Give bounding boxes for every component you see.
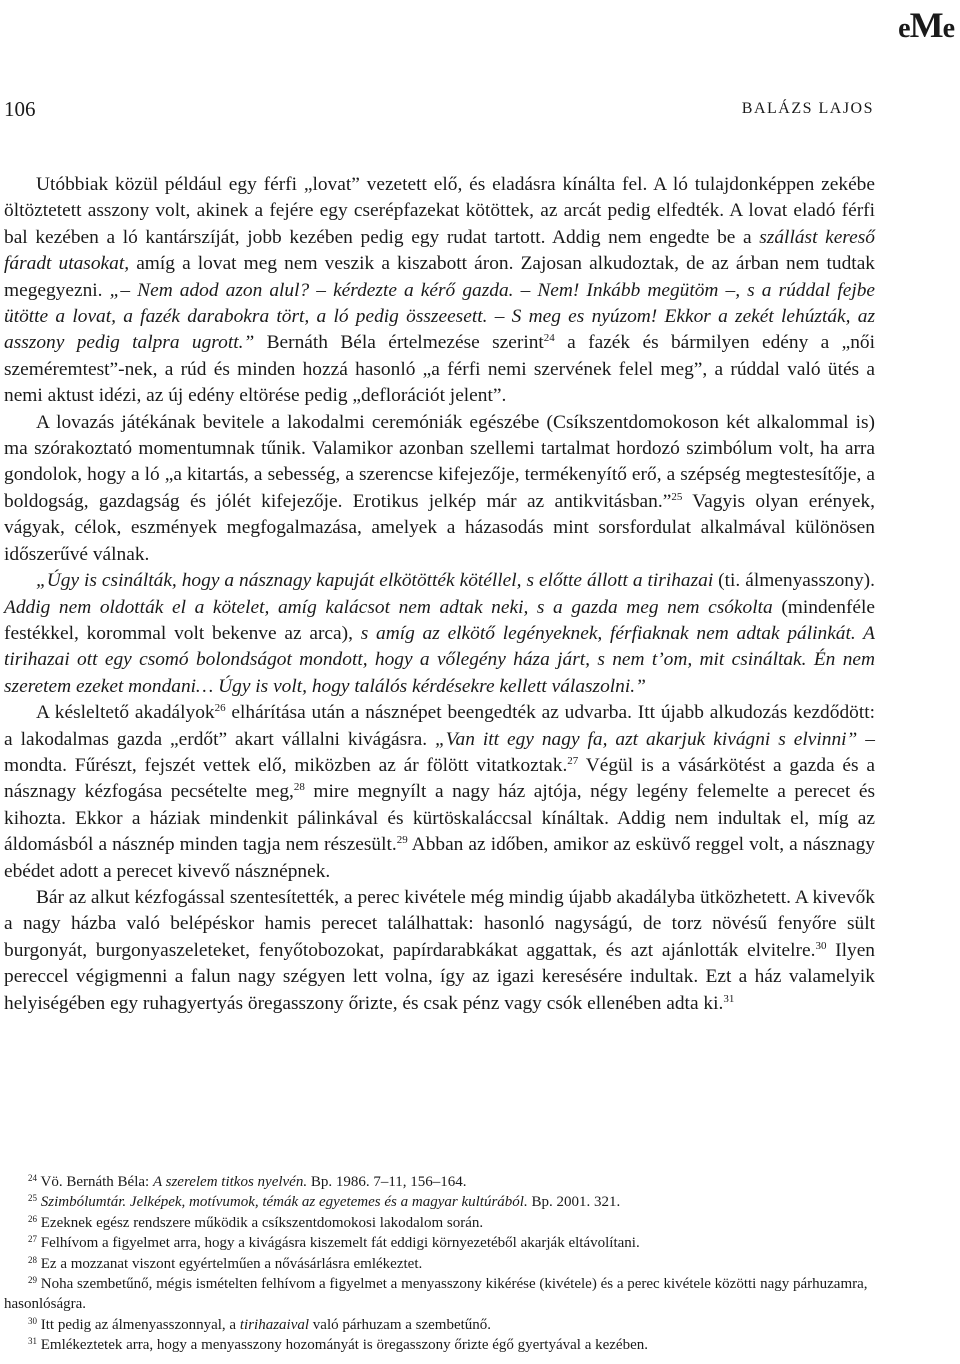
text-run: Ezeknek egész rendszere működik a csíkszentdomokosi lakodalom során. <box>40 1214 484 1231</box>
footnote-ref: 29 <box>396 834 408 847</box>
text-run: Emlékeztetek arra, hogy a menyasszony hozományát is öregasszony őrizte égő gyertyával a kezében. <box>40 1337 649 1354</box>
logo-letter: M <box>909 5 943 45</box>
text-run: Noha szembetűnő, mégis ismételten felhívom a figyelmet a menyasszony kikérése (kivétele) és a perec kivétele közötti nagy párhuzamra, hasonlóságra. <box>4 1276 868 1313</box>
page-number: 106 <box>4 97 36 121</box>
footnote-number: 26 <box>28 1213 37 1224</box>
text-run: Ilyen pereccel végigmenni a falun nagy szégyen lett volna, így az igazi keresésére indultak. Ezt a ház valamelyik helyiségében egy ruhagyertyás öregasszony őrizte, és csak pénz vagy csók ellenében adta ki. <box>4 939 875 1014</box>
footnote-number: 28 <box>28 1254 37 1265</box>
logo-letter: e <box>942 13 954 44</box>
footnote-ref: 28 <box>293 781 305 794</box>
footnotes <box>4 1172 875 1356</box>
italic-run: Szimbólumtár. Jelképek, motívumok, témák az egyetemes és a magyar kultúrából. <box>40 1194 528 1211</box>
italic-run: tirihazaival <box>239 1316 310 1333</box>
footnote-ref: 27 <box>567 754 579 767</box>
footnote-ref: 25 <box>671 490 683 503</box>
text-run: A lovazás játékának bevitele a lakodalmi ceremóniák egészébe (Csíkszentdomokoson két alkalommal is) ma szórakoztató momentumnak tűnik. Valamikor azonban szellemi tartalmat hordozó szimbólum volt, ha arra gondolok, hogy a ló „a kitartás, a sebesség, a szerencse kifejezője, termékenyítő erő, a szépség megtestesítője, a boldogság, gazdagság és jólét kifejezője. Erotikus jelkép már az antikvitásban.” <box>4 411 875 512</box>
paragraph <box>4 700 875 885</box>
italic-run: szállást kereső fáradt utasokat, <box>4 226 875 275</box>
paragraph <box>4 885 875 1017</box>
footnote-ref: 30 <box>815 939 827 952</box>
footnote-ref: 26 <box>214 702 226 715</box>
text-run: elhárítása után a násznépet beengedték az udvarba. Itt újabb alkudozás kezdődött: a lakodalmas gazda „erdőt” akart vállalni kivágásra. <box>4 702 875 750</box>
footnote <box>4 1233 875 1253</box>
running-head: BALÁZS LAJOS <box>741 100 874 117</box>
text-run: amíg a lovat meg nem veszik a kiszabott áron. Zajosan alkudoztak, de az árban nem tudtak megegyezni. <box>4 253 875 301</box>
footnote-ref: 31 <box>723 992 735 1005</box>
text-run: Abban az időben, amikor az esküvő reggel volt, a násznagy ebédet adott a perecet kivevő násznépnek. <box>4 834 875 882</box>
footnote <box>4 1335 875 1355</box>
footnote <box>4 1274 875 1315</box>
footnote-number: 24 <box>28 1173 37 1183</box>
text-run: való párhuzam a szembetűnő. <box>309 1316 492 1333</box>
text-run: (ti. álmenyasszony). <box>713 570 875 592</box>
footnote-number: 25 <box>28 1193 37 1204</box>
paragraph <box>4 172 875 410</box>
footnote-number: 27 <box>28 1234 37 1245</box>
footnote <box>4 1192 875 1212</box>
journal-logo <box>898 4 954 50</box>
italic-run: A szerelem titkos nyelvén. <box>152 1174 308 1190</box>
logo-letter: e <box>898 13 910 44</box>
footnote-number: 31 <box>28 1336 37 1347</box>
text-run: Bp. 1986. 7–11, 156–164. <box>307 1174 467 1190</box>
text-run: Bár az alkut kézfogással szentesítették, a perec kivétele még mindig újabb akadályba ütközhetett. A kivevők a nagy házba való belépéskor hamis perecet találhattak: hasonló nagyságú, de torz növésű fenyőre sült burgonyát, burgonyaszeleteket, fenyőtobozokat, papírdarabkákat aggattak, és azt ajánlották elvitelre. <box>4 886 875 961</box>
italic-run: „Van itt egy nagy fa, azt akarjuk kivágni s elvinni” <box>435 728 858 750</box>
text-run: Vö. Bernáth Béla: <box>40 1174 153 1190</box>
text-run: Bp. 2001. 321. <box>527 1194 621 1211</box>
text-run: Ez a mozzanat viszont egyértelműen a nővásárlásra emlékeztet. <box>40 1255 423 1272</box>
italic-run: „– Nem adod azon alul? – kérdezte a kérő gazda. – Nem! Inkább megütöm –, s a rúddal fejbe ütötte a lovat, a fazék darabokra tört, a ló pedig összeesett. – S meg es nyúzom! Ekkor a zekét lehúzták, az asszony pedig talpra ugrott.” <box>4 279 876 354</box>
text-run: mire megnyílt a nagy ház ajtója, négy legény felemelte a perecet és kihozta. Ekkor a háziak mindenkit pálinkával és kürtöskaláccsal kínáltak. Addig nem indultak el, míg az áldomásból a násznép minden tagja nem részesült. <box>4 781 876 856</box>
body-text <box>4 172 875 1017</box>
footnote <box>4 1172 875 1192</box>
italic-run: „Úgy is csinálták, hogy a násznagy kapuját elkötötték kötéllel, s előtte állott a tirihazai <box>36 570 714 592</box>
text-run: Felhívom a figyelmet arra, hogy a kivágásra kiszemelt fát eddigi környezetéből akarják eltávolítani. <box>40 1235 640 1252</box>
footnote-number: 30 <box>28 1315 37 1326</box>
footnote <box>4 1315 875 1335</box>
italic-run: Addig nem oldották el a kötelet, amíg kalácsot nem adtak neki, s a gazda meg nem csókolta <box>4 596 773 618</box>
text-run: a fazék és bármilyen edény a „női szeméremtest”-nek, a rúd és minden hozzá hasonló „a férfi nemi szervének felel meg”, a rúddal való ütés a nemi aktust idézi, az új edény eltörése pedig „deflorációt jelent”. <box>4 332 875 407</box>
text-run: Végül is a vásárkötést a gazda és a násznagy kézfogása pecsételte meg, <box>4 754 875 803</box>
footnote <box>4 1254 875 1274</box>
paragraph <box>4 410 875 568</box>
text-run: Itt pedig az álmenyasszonnyal, a <box>40 1316 240 1333</box>
footnote <box>4 1213 875 1233</box>
text-run: (mindenféle festékkel, korommal volt bekenve az arca), <box>4 596 875 644</box>
paragraph <box>4 568 875 700</box>
footnote-ref: 24 <box>543 332 555 345</box>
italic-run: s amíg az elkötő legényeknek, férfiaknak nem adtak pálinkát. A tirihazai ott egy csomó bolondságot mondott, hogy a vőlegény háza járt, s nem t’om, mit csináltak. Én nem szeretem ezeket mondani… Úgy is volt, hogy találós kérdésekre kellett válaszolni.” <box>4 622 875 697</box>
text-run: A késleltető akadályok <box>36 702 215 724</box>
text-run: Vagyis olyan erények, vágyak, célok, eszmények megfogalmazása, amelyek a házasodás mint sorsfordulat alkalmával különösen időszerűvé válnak. <box>4 490 875 565</box>
text-run: Bernáth Béla értelmezése szerint <box>254 332 544 354</box>
footnote-number: 29 <box>28 1275 37 1286</box>
text-run: Utóbbiak közül például egy férfi „lovat” vezetett elő, és eladásra kínálta fel. A ló tulajdonképpen zekébe öltöztetett asszony volt, akinek a fejére egy cserépfazekat kötöttek, az arcát pedig elfedték. A lovat eladó férfi bal kezében a ló kantárszíját, jobb kezében pedig egy rudat tartott. Addig nem engedte be a <box>4 174 875 248</box>
text-run: – mondta. Fűrészt, fejszét vettek elő, miközben az ár fölött vitatkoztak. <box>4 728 875 776</box>
